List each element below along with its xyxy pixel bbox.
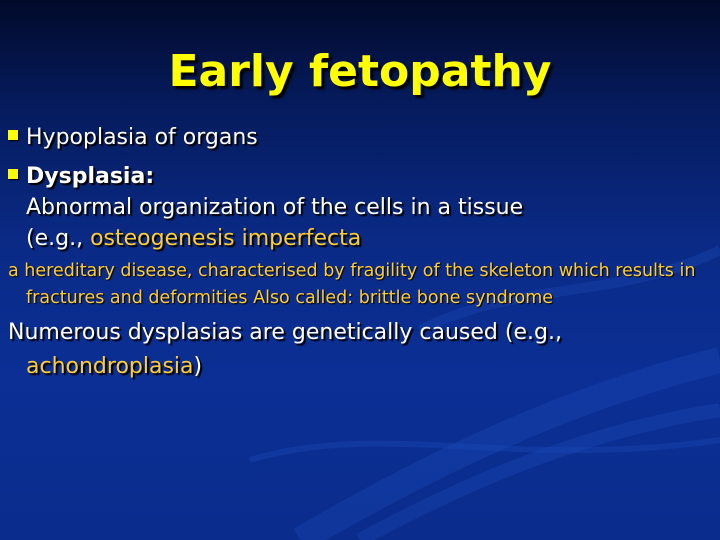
para-term: achondroplasia [26, 354, 194, 379]
dysplasia-example [26, 223, 708, 254]
dysplasia-heading: Dysplasia: [26, 164, 155, 189]
example-term: osteogenesis imperfecta [90, 226, 362, 251]
para-text: Numerous dysplasias are genetically caused (e.g., [8, 320, 562, 345]
osteogenesis-definition: a hereditary disease, characterised by fragility of the skeleton which results in fractures and deformities Also called: brittle bone syndrome [8, 261, 696, 308]
square-bullet-icon [8, 130, 18, 140]
dysplasia-description: Abnormal organization of the cells in a tissue [26, 195, 524, 220]
para-close: ) [193, 354, 203, 379]
square-bullet-icon [8, 169, 18, 179]
bullet-hypoplasia [8, 122, 708, 153]
bullet-dysplasia [8, 161, 708, 254]
slide-body [8, 122, 708, 384]
genetic-dysplasia-paragraph [8, 316, 708, 384]
example-prefix: (e.g., [26, 226, 91, 251]
bullet-text: Hypoplasia of organs [26, 125, 258, 150]
slide-title: Early fetopathy [168, 46, 552, 97]
